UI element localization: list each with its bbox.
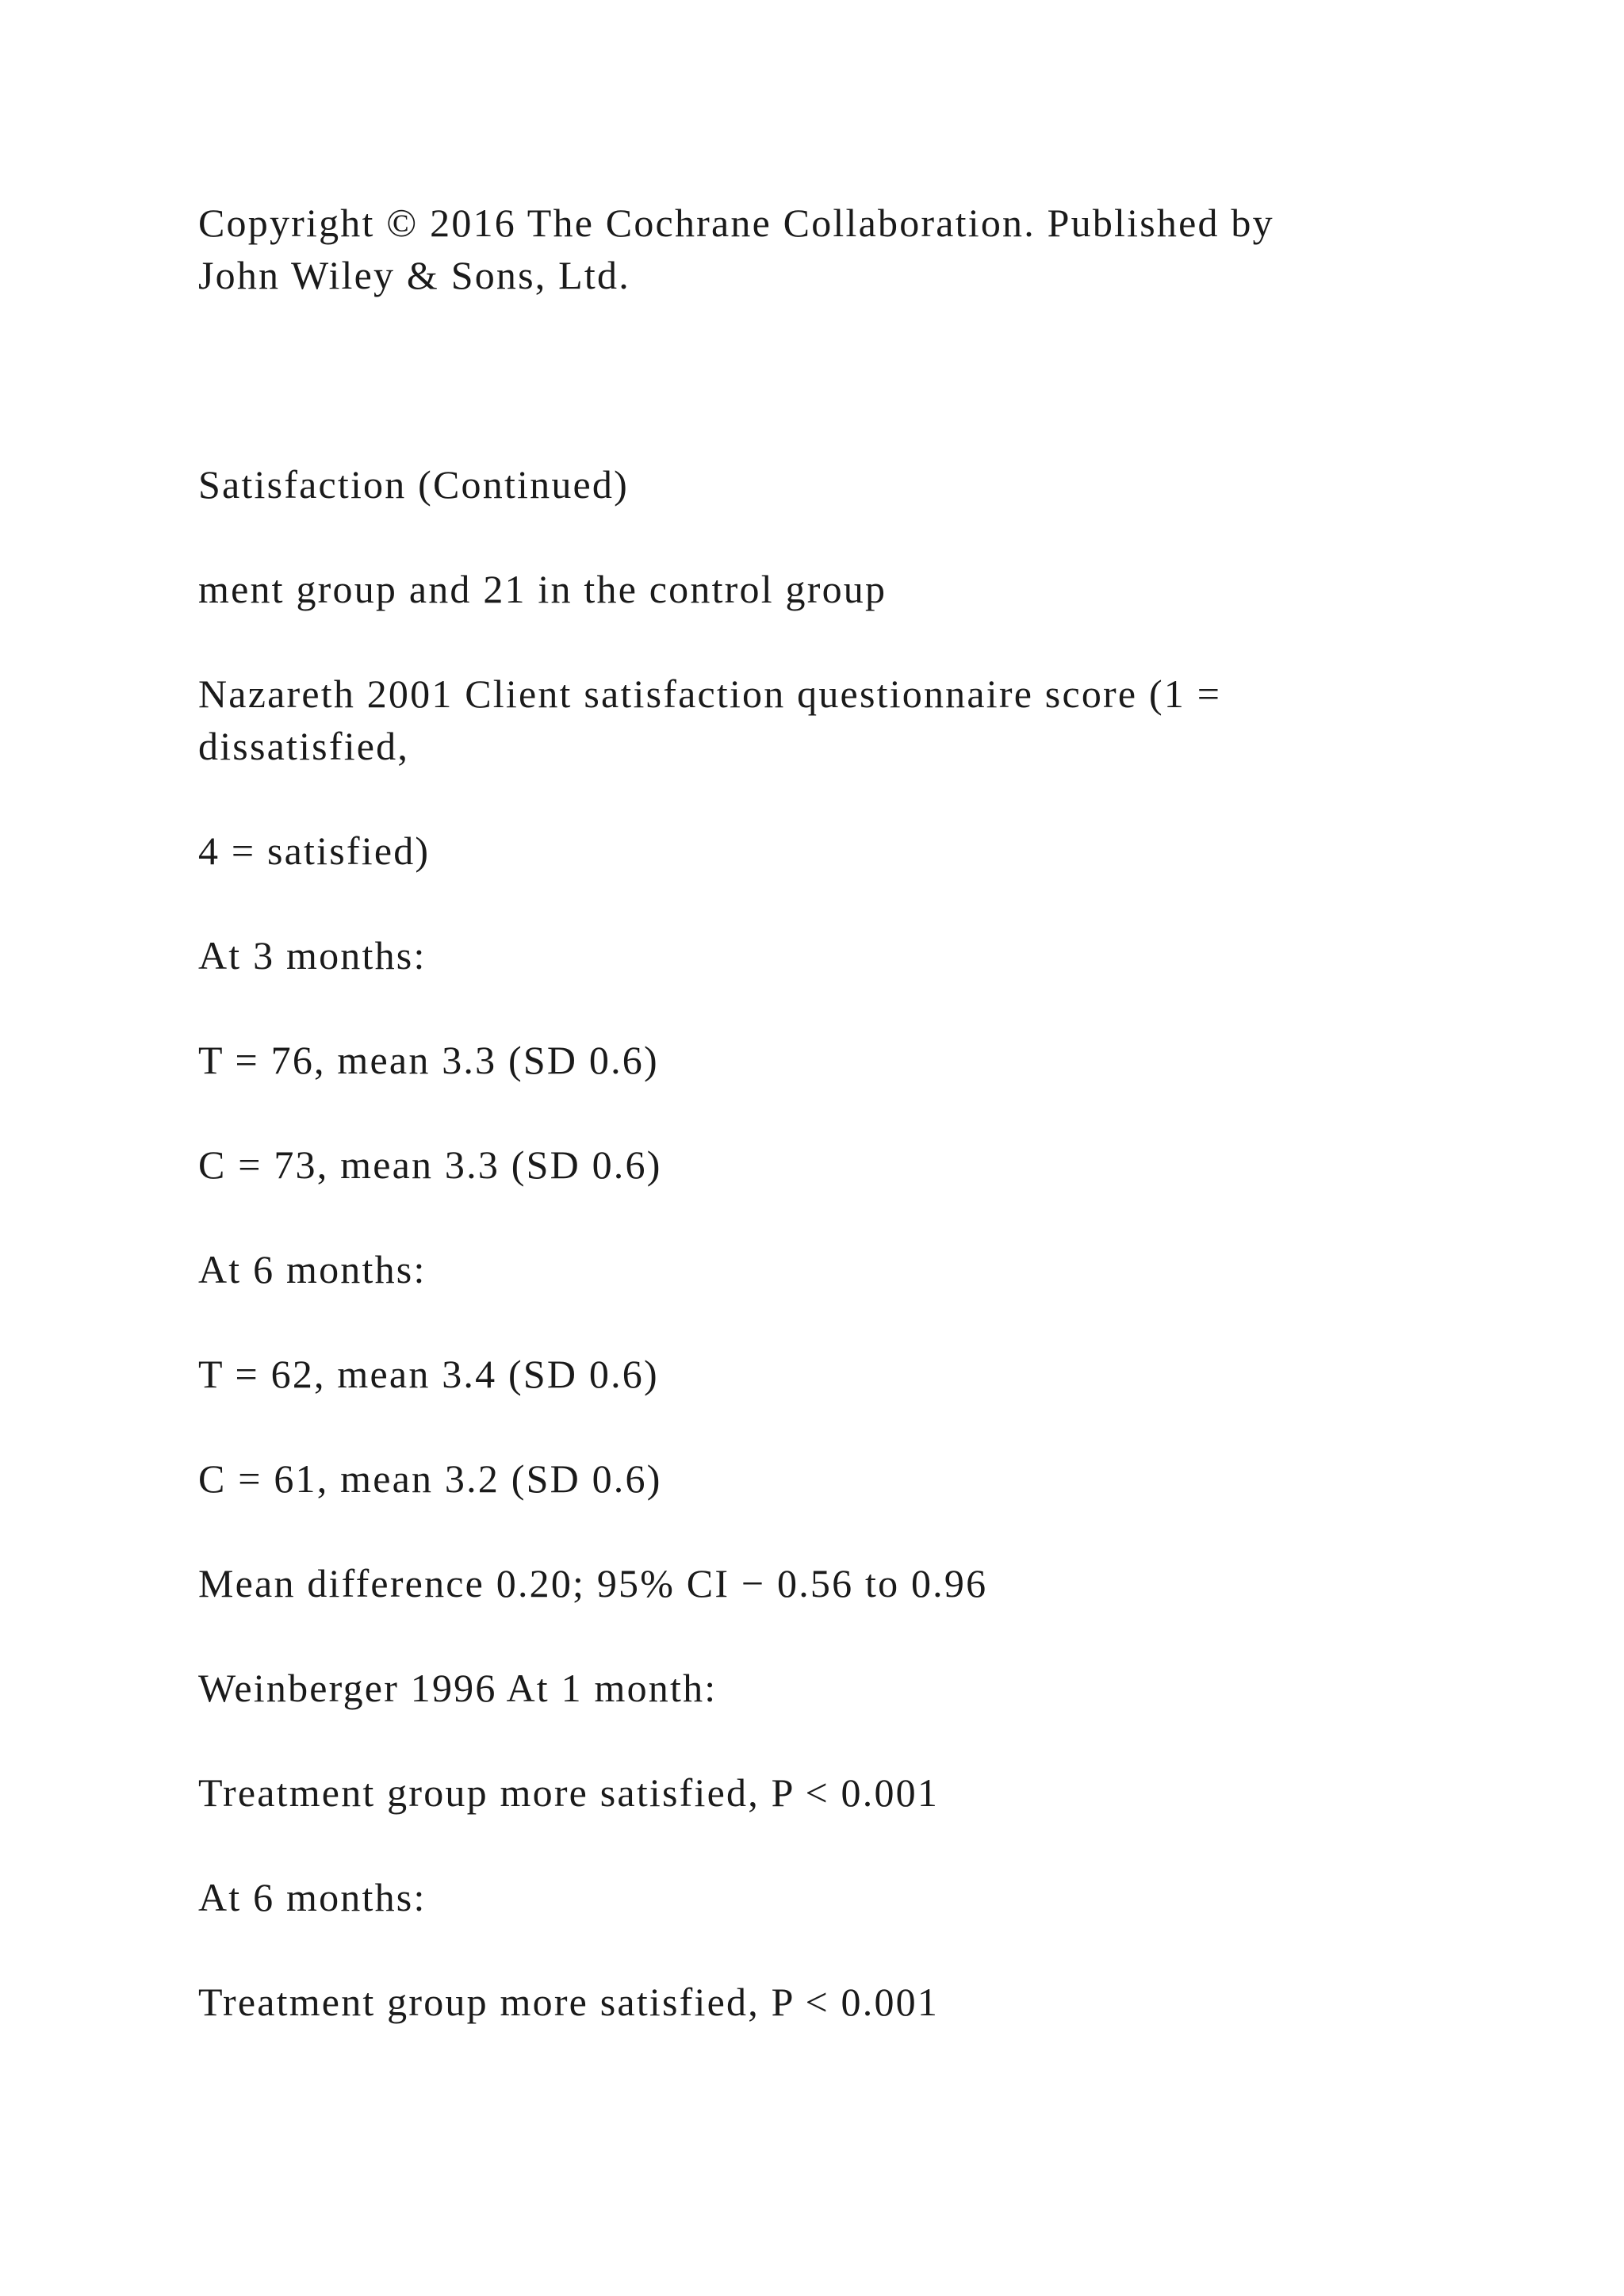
copyright-line-1: Copyright © 2016 The Cochrane Collaboration. Published by <box>198 201 1274 245</box>
text-line: C = 73, mean 3.3 (SD 0.6) <box>198 1142 662 1187</box>
text-line: At 6 months: <box>198 1247 427 1292</box>
text-line: At 6 months: <box>198 1875 427 1919</box>
text-line: 4 = satisfied) <box>198 828 431 873</box>
text-line: Treatment group more satisfied, P < 0.001 <box>198 1980 940 2024</box>
text-line: T = 62, mean 3.4 (SD 0.6) <box>198 1352 659 1396</box>
text-line: C = 61, mean 3.2 (SD 0.6) <box>198 1456 662 1501</box>
text-line: Nazareth 2001 Client satisfaction questionnaire score (1 = <box>198 672 1222 716</box>
copyright-line-2: John Wiley & Sons, Ltd. <box>198 253 630 297</box>
text-line: At 3 months: <box>198 933 427 978</box>
text-line: ment group and 21 in the control group <box>198 567 887 611</box>
text-line: Treatment group more satisfied, P < 0.001 <box>198 1770 940 1815</box>
text-line: Weinberger 1996 At 1 month: <box>198 1666 718 1710</box>
section-heading: Satisfaction (Continued) <box>198 462 629 507</box>
text-line: T = 76, mean 3.3 (SD 0.6) <box>198 1038 659 1082</box>
text-line: dissatisfied, <box>198 724 410 768</box>
text-line: Mean difference 0.20; 95% CI − 0.56 to 0.96 <box>198 1561 988 1605</box>
